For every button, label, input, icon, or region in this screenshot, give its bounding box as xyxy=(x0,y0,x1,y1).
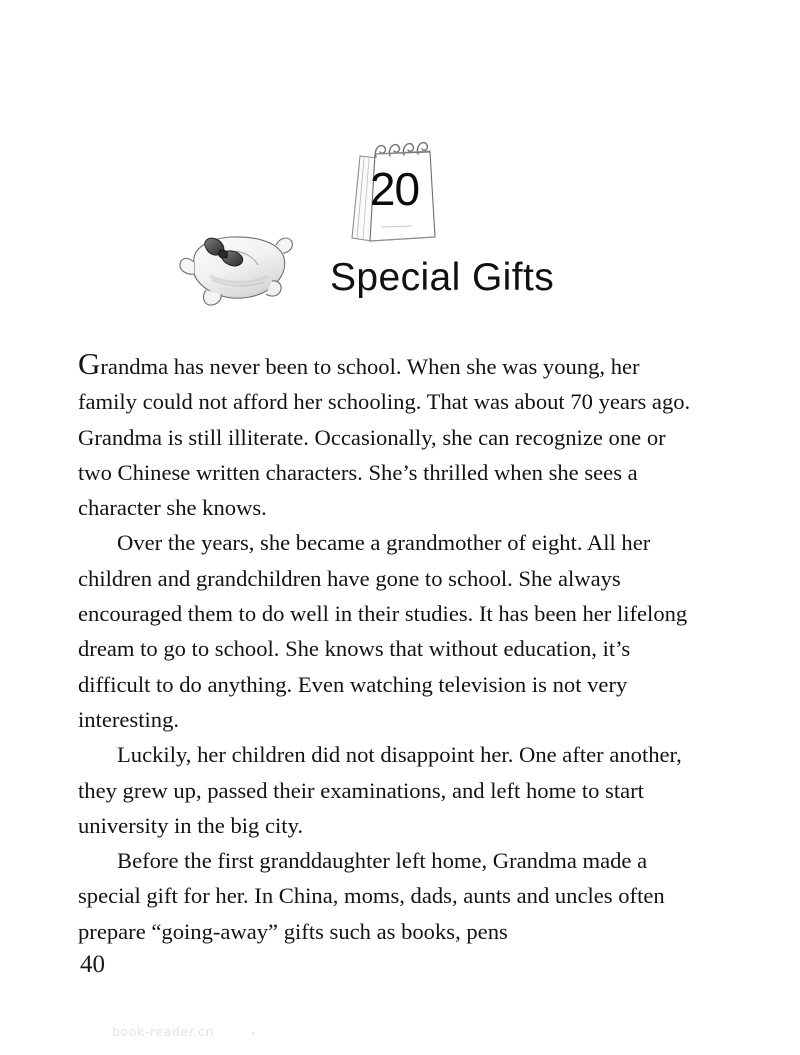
paragraph: Grandma has never been to school. When she was young, her family could not afford her schooling. That was about 70 years ago. Grandma is still illiterate. Occasionally, she can recognize one or two Chinese written characters. She’s thrilled when she sees a character she knows. xyxy=(78,346,691,521)
chapter-number: 20 xyxy=(369,163,420,215)
desk-calendar-icon xyxy=(342,138,447,250)
site-watermark: book-reader.cn xyxy=(112,1024,214,1039)
paragraph: Before the first granddaughter left home, Grandma made a special gift for her. In China, moms, dads, aunts and uncles often prepare “going-away” gifts such as books, pens xyxy=(78,848,665,944)
paragraph: Over the years, she became a grandmother of eight. All her children and grandchildren have gone to school. She always encouraged them to do well in their studies. It has been her lifelong dream to go to school. She knows that without education, it’s difficult to do anything. Even watching television is not very interesting. xyxy=(78,530,688,732)
paragraph: Luckily, her children did not disappoint her. One after another, they grew up, passed their examinations, and left home to start university in the big city. xyxy=(78,742,682,838)
chapter-heading xyxy=(0,130,800,320)
body-text xyxy=(78,348,692,949)
chapter-title: Special Gifts xyxy=(330,256,555,299)
watermark-dot xyxy=(252,1032,255,1035)
page-number: 40 xyxy=(80,951,105,978)
pillow-with-bow-icon xyxy=(176,218,298,314)
